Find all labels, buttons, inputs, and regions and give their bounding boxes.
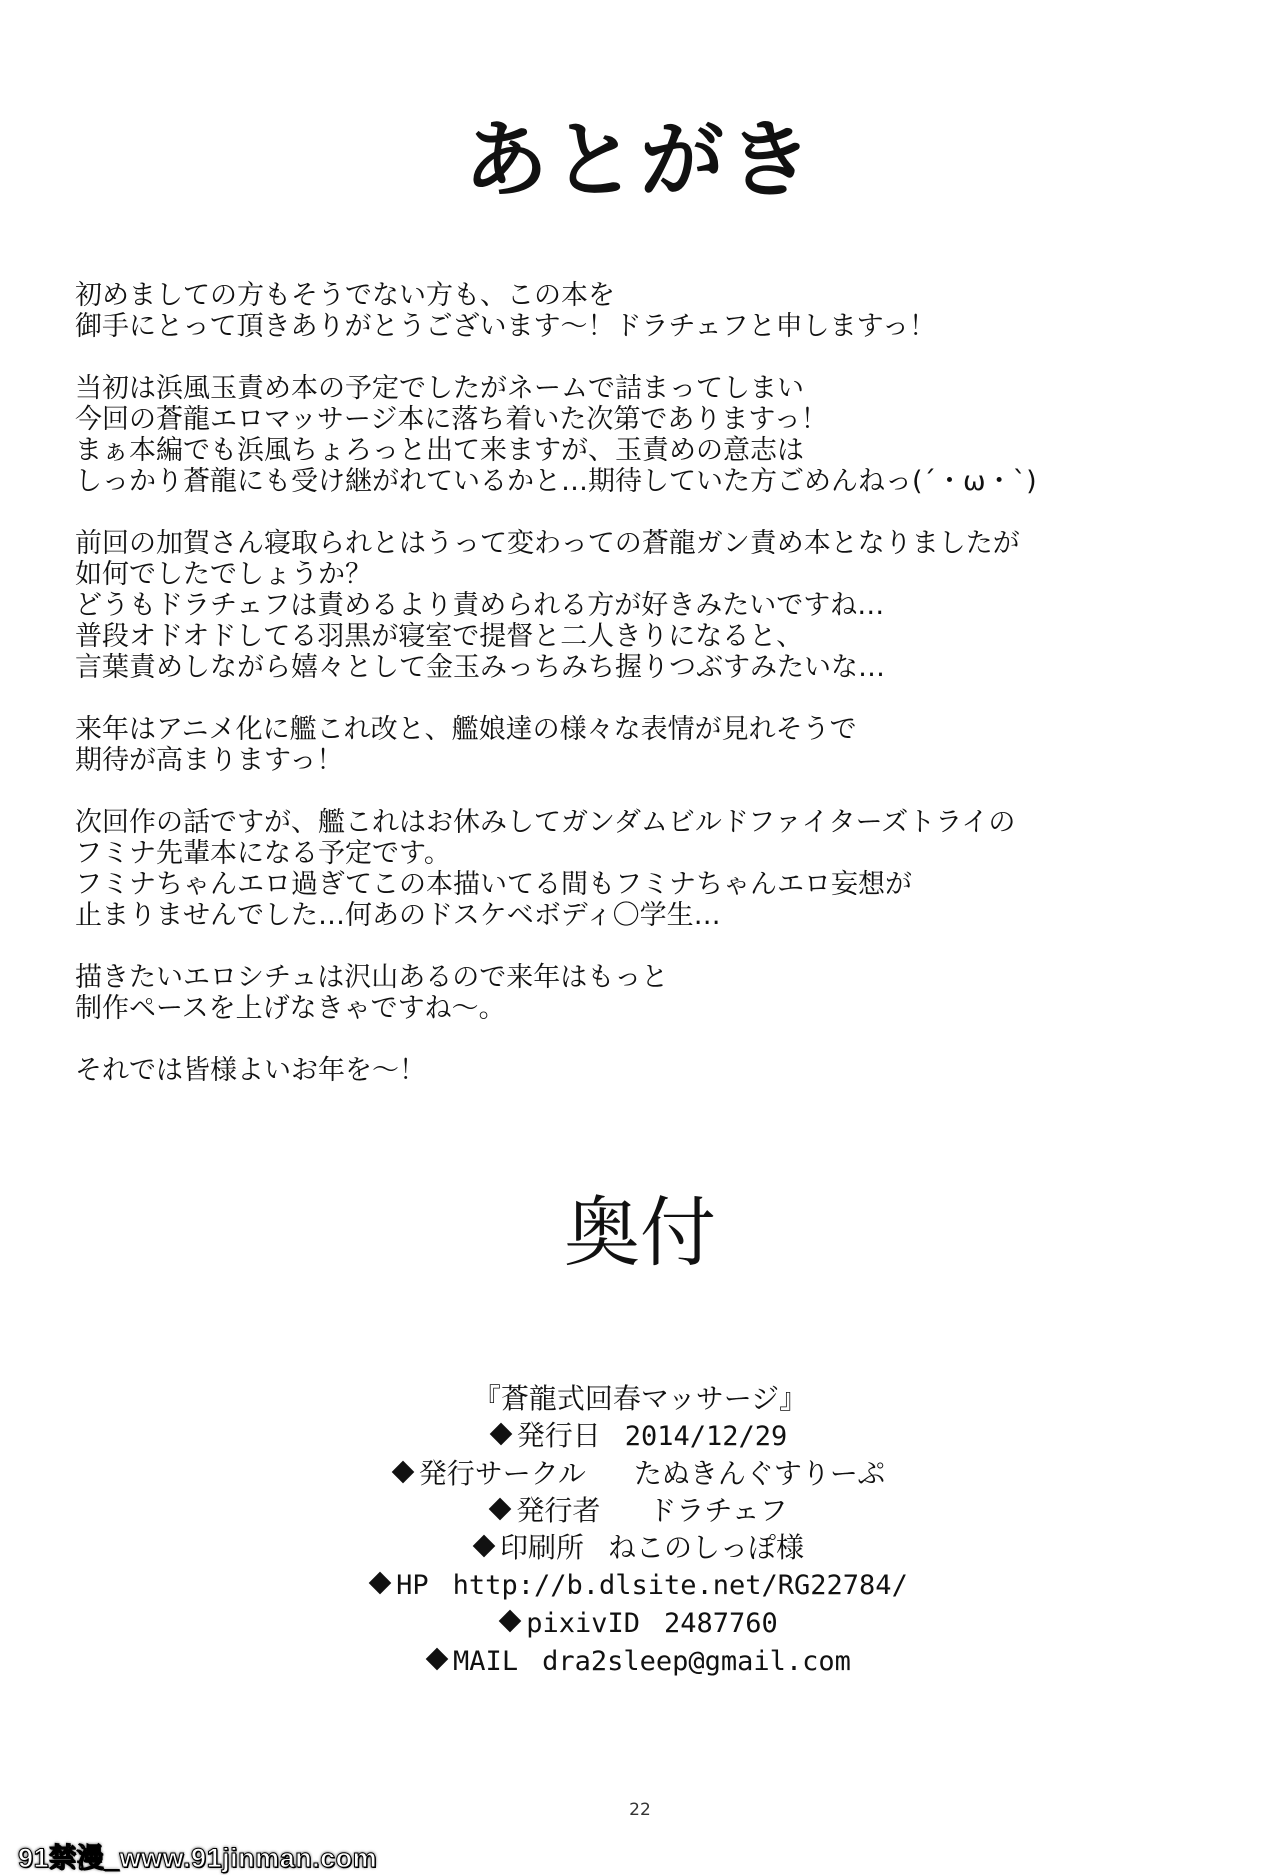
- hp-value: http://b.dlsite.net/RG22784/: [452, 1570, 908, 1601]
- hp-row: [0, 1566, 1280, 1604]
- colophon-title: 奥付: [564, 1188, 716, 1277]
- site-watermark: 91禁漫_www.91jinman.com: [18, 1843, 378, 1873]
- text-line: 御手にとって頂きありがとうございます～！ドラチェフと申しますっ！: [75, 311, 937, 342]
- afterword-paragraph: [75, 807, 1205, 931]
- printer-value: ねこのしっぽ様: [608, 1531, 805, 1564]
- pixiv-label: pixivID: [526, 1608, 640, 1639]
- issue-date-value: 2014/12/29: [624, 1421, 788, 1452]
- pixiv-value: 2487760: [664, 1608, 778, 1639]
- printer-row: [0, 1529, 1280, 1566]
- publisher-value: ドラチェフ: [648, 1494, 788, 1527]
- afterword-title: あとがき: [463, 111, 816, 209]
- text-line: それでは皆様よいお年を～！: [75, 1055, 426, 1086]
- mail-row: [0, 1642, 1280, 1680]
- diamond-bullet-icon: [499, 1610, 522, 1633]
- text-line: 普段オドオドしてる羽黒が寝室で提督と二人きりになると、: [75, 621, 804, 652]
- issue-date-label: 発行日: [516, 1419, 601, 1452]
- afterword-paragraph: [75, 1055, 1205, 1086]
- text-line: 初めましての方もそうでない方も、この本を: [75, 280, 615, 311]
- circle-row: [0, 1455, 1280, 1492]
- pixiv-row: [0, 1604, 1280, 1642]
- text-line: どうもドラチェフは責めるより責められる方が好きみたいですね…: [75, 590, 885, 621]
- text-line: 期待が高まりますっ！: [75, 745, 344, 776]
- circle-value: たぬきんぐすりーぷ: [633, 1457, 886, 1490]
- afterword-paragraph: [75, 962, 1205, 1024]
- text-line: 当初は浜風玉責め本の予定でしたがネームで詰まってしまい: [75, 373, 804, 404]
- text-line: 描きたいエロシチュは沢山あるので来年はもっと: [75, 962, 669, 993]
- diamond-bullet-icon: [426, 1648, 449, 1671]
- text-line: 今回の蒼龍エロマッサージ本に落ち着いた次第でありますっ！: [75, 404, 828, 435]
- afterword-paragraph: [75, 373, 1205, 497]
- text-line: 来年はアニメ化に艦これ改と、艦娘達の様々な表情が見れそうで: [75, 714, 857, 745]
- afterword-body: [75, 280, 1205, 1117]
- text-line: 次回作の話ですが、艦これはお休みしてガンダムビルドファイターズトライの: [75, 807, 1016, 838]
- diamond-bullet-icon: [391, 1461, 414, 1484]
- text-line: しっかり蒼龍にも受け継がれているかと…期待していた方ごめんねっ(´・ω・`): [75, 466, 1037, 497]
- text-line: 如何でしたでしょうか？: [75, 559, 372, 590]
- text-line: 止まりませんでした…何あのドスケベボディ〇学生…: [75, 900, 721, 931]
- text-line: 前回の加賀さん寝取られとはうって変わっての蒼龍ガン責め本となりましたが: [75, 528, 1020, 559]
- book-title: 『蒼龍式回春マッサージ』: [472, 1382, 808, 1415]
- mail-label: MAIL: [453, 1646, 519, 1677]
- diamond-bullet-icon: [489, 1498, 512, 1521]
- publisher-label: 発行者: [516, 1494, 601, 1527]
- afterword-paragraph: [75, 280, 1205, 342]
- diamond-bullet-icon: [369, 1572, 392, 1595]
- text-line: フミナ先輩本になる予定です。: [75, 838, 451, 869]
- text-line: 言葉責めしながら嬉々として金玉みっちみち握りつぶすみたいな…: [75, 652, 885, 683]
- afterword-paragraph: [75, 528, 1205, 683]
- page-number: 22: [629, 1800, 651, 1820]
- diamond-bullet-icon: [473, 1535, 496, 1558]
- mail-value: dra2sleep@gmail.com: [542, 1646, 851, 1677]
- diamond-bullet-icon: [489, 1423, 512, 1446]
- printer-label: 印刷所: [499, 1531, 584, 1564]
- text-line: 制作ペースを上げなきゃですね～。: [75, 993, 506, 1024]
- afterword-paragraph: [75, 714, 1205, 776]
- publisher-row: [0, 1492, 1280, 1529]
- text-line: フミナちゃんエロ過ぎてこの本描いてる間もフミナちゃんエロ妄想が: [75, 869, 912, 900]
- text-line: まぁ本編でも浜風ちょろっと出て来ますが、玉責めの意志は: [75, 435, 804, 466]
- circle-label: 発行サークル: [418, 1457, 586, 1490]
- hp-label: HP: [396, 1570, 429, 1601]
- issue-date-row: [0, 1417, 1280, 1455]
- colophon-block: [0, 1380, 1280, 1680]
